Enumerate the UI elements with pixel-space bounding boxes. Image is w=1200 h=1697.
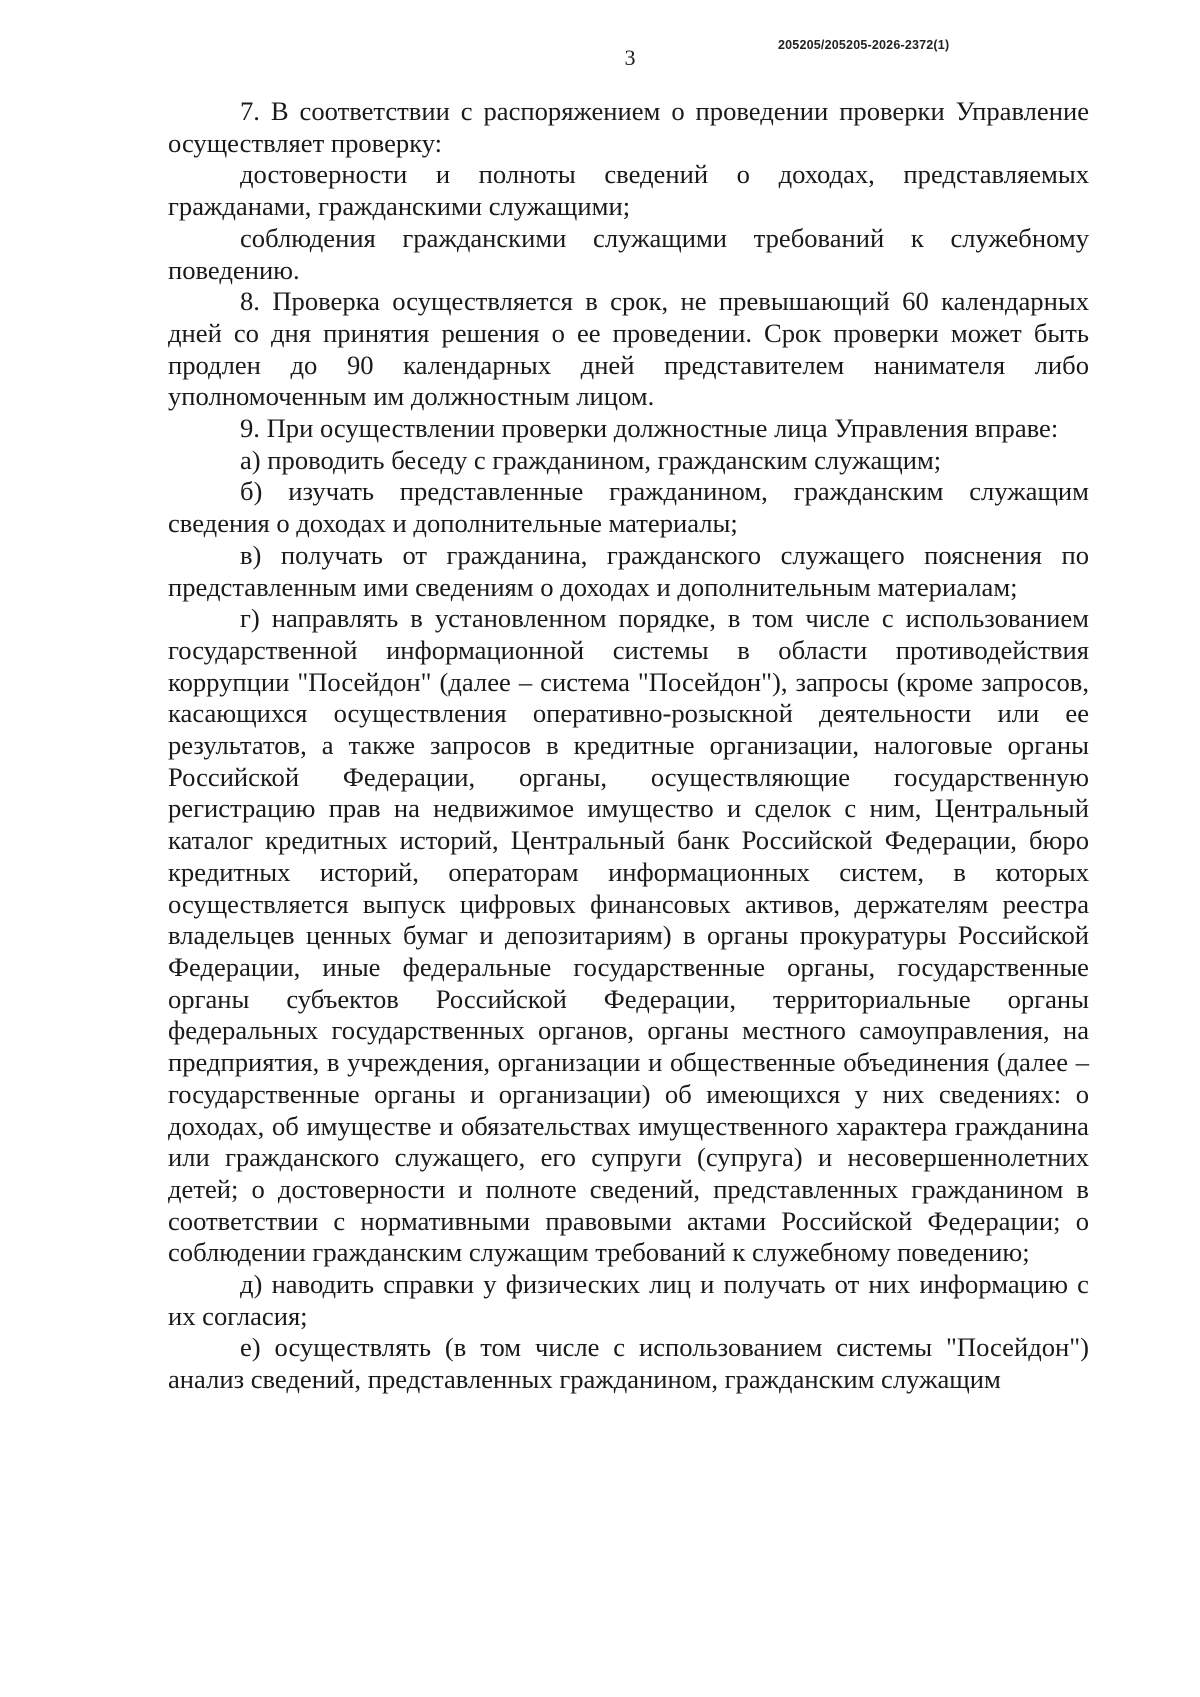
paragraph-7: 7. В соответствии с распоряжением о проведении проверки Управление осуществляет проверку:	[168, 96, 1089, 158]
paragraph-9: 9. При осуществлении проверки должностные лица Управления вправе:	[240, 413, 1059, 444]
paragraph-9-item-b: б) изучать представленные гражданином, гражданским служащим сведения о доходах и дополнительные материалы;	[168, 476, 1089, 539]
paragraph-8: 8. Проверка осуществляется в срок, не превышающий 60 календарных дней со дня принятия решения о ее проведении. Срок проверки может быть продлен до 90 календарных дней представителем нанимателя либо уполномоченным им должностным лицом.	[168, 286, 1089, 412]
paragraph-9-item-e: е) осуществлять (в том числе с использованием системы "Посейдон") анализ сведений, представленных гражданином, гражданским служащим	[168, 1332, 1089, 1395]
document-id: 205205/205205-2026-2372(1)	[778, 38, 950, 52]
paragraph-9-item-d: д) наводить справки у физических лиц и получать от них информацию с их согласия;	[168, 1269, 1089, 1331]
paragraph-9-item-g: г) направлять в установленном порядке, в том числе с использованием государственной информационной системы в области противодействия коррупции "Посейдон" (далее – система "Посейдон"), запросы (кроме запросов, касающихся осуществления оперативно-розыскной деятельности или ее результатов, а также запросов в кредитные организации, налоговые органы Российской Федерации, органы, осуществляющие государственную регистрацию прав на недвижимое имущество и сделок с ним, Центральный каталог кредитных историй, Центральный банк Российской Федерации, бюро кредитных историй, операторам информационных систем, в которых осуществляется выпуск цифровых финансовых активов, держателям реестра владельцев ценных бумаг и депозитариям) в органы прокуратуры Российской Федерации, иные федеральные государственные органы, государственные органы субъектов Российской Федерации, территориальные органы федеральных государственных органов, органы местного самоуправления, на предприятия, в учреждения, организации и общественные объединения (далее – государственные органы и организации) об имеющихся у них сведениях: о доходах, об имуществе и обязательствах имущественного характера гражданина или гражданского служащего, его супруги (супруга) и несовершеннолетних детей; о достоверности и полноте сведений, представленных гражданином в соответствии с нормативными правовыми актами Российской Федерации; о соблюдении гражданским служащим требований к служебному поведению;	[168, 603, 1089, 1268]
paragraph-7-item-1: достоверности и полноты сведений о доходах, представляемых гражданами, гражданскими служащими;	[168, 159, 1089, 222]
document-body	[168, 96, 1089, 1396]
page-number: 3	[624, 45, 636, 70]
paragraph-7-item-2: соблюдения гражданскими служащими требований к служебному поведению.	[168, 222, 1089, 285]
paragraph-9-item-a: а) проводить беседу с гражданином, гражданским служащим;	[240, 444, 942, 475]
paragraph-9-item-v: в) получать от гражданина, гражданского служащего пояснения по представленным ими сведениям о доходах и дополнительным материалам;	[168, 539, 1089, 602]
